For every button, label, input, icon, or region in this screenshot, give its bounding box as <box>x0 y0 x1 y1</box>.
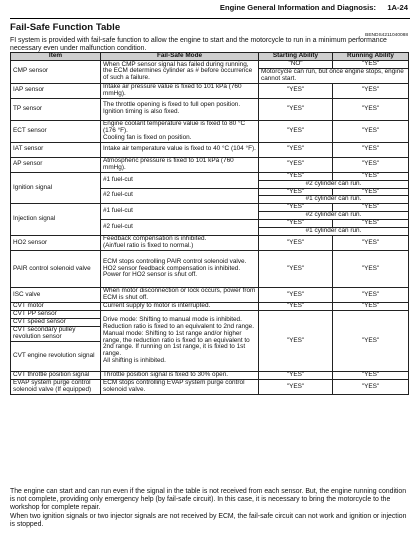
cell-run: "YES" <box>333 220 409 228</box>
cell-start: "YES" <box>259 235 333 250</box>
cell-item: PAIR control solenoid valve <box>11 250 101 287</box>
table-row <box>11 235 409 250</box>
cell-mode: Current supply to motor is interrupted. <box>101 302 259 310</box>
cell-item: Ignition signal <box>11 172 101 204</box>
cell-start: "YES" <box>259 220 333 228</box>
cell-run: "YES" <box>333 83 409 98</box>
cell-start: "YES" <box>259 302 333 310</box>
cell-run: "YES" <box>333 188 409 196</box>
table-row <box>11 310 409 318</box>
cell-item: IAP sensor <box>11 83 101 98</box>
fail-safe-table <box>10 52 409 395</box>
footer-notes <box>10 488 410 530</box>
cell-note: #1 cylinder can run. <box>259 228 409 236</box>
cell-run: "YES" <box>333 310 409 371</box>
cell-item: CVT PP sensor <box>11 310 101 318</box>
cell-start: "NO" <box>259 61 333 69</box>
cell-note: #1 cylinder can run. <box>259 196 409 204</box>
cell-mode: ECM stops controlling PAIR control solenoid valve. HO2 sensor feedback compensation is inhibited. Power for HO2 sensor is shut off. <box>101 250 259 287</box>
cell-item: ECT sensor <box>11 120 101 142</box>
cell-start: "YES" <box>259 379 333 394</box>
cell-mode: Feedback compensation is inhibited. (Air/fuel ratio is fixed to normal.) <box>101 235 259 250</box>
cell-mode: #2 fuel-cut <box>101 188 259 204</box>
table-row <box>11 157 409 172</box>
table-row <box>11 302 409 310</box>
cell-run: "YES" <box>333 142 409 157</box>
section-header: Engine General Information and Diagnosis: <box>219 3 376 12</box>
cell-start: "YES" <box>259 204 333 212</box>
cell-mode: Engine coolant temperature value is fixed to 80 °C (176 °F). Cooling fan is fixed on position. <box>101 120 259 142</box>
cell-start: "YES" <box>259 310 333 371</box>
cell-item: ISC valve <box>11 287 101 302</box>
cell-mode: ECM stops controlling EVAP system purge control solenoid valve. <box>101 379 259 394</box>
table-row <box>11 287 409 302</box>
cell-start: "YES" <box>259 172 333 180</box>
cell-item: TP sensor <box>11 98 101 120</box>
cell-item: CVT engine revolution signal <box>11 341 101 371</box>
cell-mode: Drive mode: Shifting to manual mode is inhibited. Reduction ratio is fixed to an equivalent to 2nd range. Manual mode: Shifting to 1st range and/or higher range, the reduction ratio is fixed to an equivalent to 2nd range. If running on 1st range, it is fixed to 1st range. All shifting is inhibited. <box>101 310 259 371</box>
cell-item: CMP sensor <box>11 61 101 84</box>
intro-paragraph: FI system is provided with fail-safe function to allow the engine to start and the motorcycle to run in a minimum performance necessary even under malfunction condition. <box>10 37 387 52</box>
cell-item: HO2 sensor <box>11 235 101 250</box>
table-row <box>11 142 409 157</box>
cell-item: CVT throttle position signal <box>11 371 101 379</box>
cell-start: "YES" <box>259 157 333 172</box>
cell-item: CVT speed sensor <box>11 318 101 326</box>
cell-item: AP sensor <box>11 157 101 172</box>
table-row <box>11 83 409 98</box>
cell-item: EVAP system purge control solenoid valve (If equipped) <box>11 379 101 394</box>
cell-run: "YES" <box>333 287 409 302</box>
cell-mode: #1 fuel-cut <box>101 204 259 220</box>
cell-run: "YES" <box>333 157 409 172</box>
cell-item: CVT secondary pulley revolution sensor <box>11 326 101 341</box>
cell-start: "YES" <box>259 250 333 287</box>
cell-start: "YES" <box>259 287 333 302</box>
cell-mode: The throttle opening is fixed to full open position. Ignition timing is also fixed. <box>101 98 259 120</box>
table-row <box>11 98 409 120</box>
cell-start: "YES" <box>259 98 333 120</box>
section-title: Fail-Safe Function Table <box>10 22 121 33</box>
cell-run: "YES" <box>333 204 409 212</box>
cell-item: IAT sensor <box>11 142 101 157</box>
table-row <box>11 250 409 287</box>
cell-mode: #2 fuel-cut <box>101 220 259 236</box>
table-row <box>11 120 409 142</box>
cell-run: "YES" <box>333 172 409 180</box>
cell-run: "YES" <box>333 98 409 120</box>
cell-mode: Intake air pressure value is fixed to 101 kPa (760 mmHg). <box>101 83 259 98</box>
cell-mode: When CMP sensor signal has failed during running, the ECM determines cylinder as # before occurrence of such a failure. <box>101 61 259 84</box>
column-header-mode: Fail-Safe Mode <box>101 53 259 61</box>
cell-mode: When motor disconnection or lock occurs, power from ECM is shut off. <box>101 287 259 302</box>
table-header-row <box>11 53 409 61</box>
cell-note: Motorcycle can run, but once engine stops, engine cannot start. <box>259 68 409 83</box>
cell-item: Injection signal <box>11 204 101 236</box>
footer-paragraph: When two ignition signals or two injector signals are not received by ECM, the fail-safe circuit can not work and ignition or injection is stopped. <box>10 512 407 528</box>
table-row <box>11 379 409 394</box>
cell-start: "YES" <box>259 142 333 157</box>
cell-start: "YES" <box>259 371 333 379</box>
reference-code: BENDS4211040088 <box>365 33 408 38</box>
cell-start: "YES" <box>259 188 333 196</box>
cell-run: "YES" <box>333 379 409 394</box>
cell-mode: Throttle position signal is fixed to 30% open. <box>101 371 259 379</box>
cell-mode: Atmospheric pressure is fixed to 101 kPa (760 mmHg). <box>101 157 259 172</box>
cell-run: "YES" <box>333 235 409 250</box>
cell-start: "YES" <box>259 83 333 98</box>
cell-run: "YES" <box>333 61 409 69</box>
cell-mode: #1 fuel-cut <box>101 172 259 188</box>
footer-paragraph: The engine can start and can run even if the signal in the table is not received from each sensor. But, the engine running condition is not complete, providing only emergency help (by fail-safe circuit). In this case, it is necessary to bring the motorcycle to the workshop for complete repair. <box>10 488 407 511</box>
cell-item: CVT motor <box>11 302 101 310</box>
cell-run: "YES" <box>333 371 409 379</box>
cell-run: "YES" <box>333 250 409 287</box>
cell-run: "YES" <box>333 120 409 142</box>
cell-note: #2 cylinder can run. <box>259 212 409 220</box>
cell-start: "YES" <box>259 120 333 142</box>
cell-run: "YES" <box>333 302 409 310</box>
table-row <box>11 172 409 180</box>
cell-note: #2 cylinder can run. <box>259 180 409 188</box>
column-header-running: Running Ability <box>333 53 409 61</box>
cell-mode: Intake air temperature value is fixed to 40 °C (104 °F). <box>101 142 259 157</box>
column-header-item: Item <box>11 53 101 61</box>
column-header-starting: Starting Ability <box>259 53 333 61</box>
page-number: 1A-24 <box>387 3 408 12</box>
